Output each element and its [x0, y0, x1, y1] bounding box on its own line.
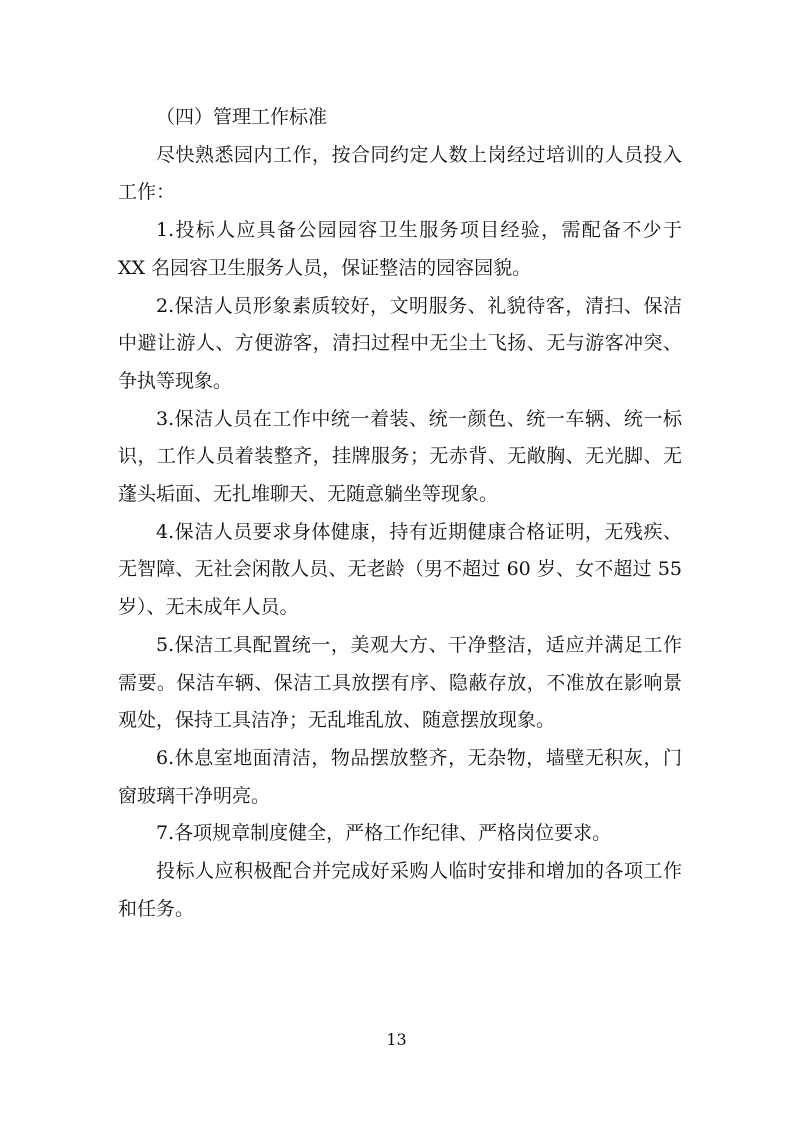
- section-heading: （四）管理工作标准: [156, 106, 328, 128]
- document-body: [118, 99, 682, 928]
- list-item: 2.保洁人员形象素质较好，文明服务、礼貌待客，清扫、保洁中避让游人、方便游客，清扫过程中无尘土飞扬、无与游客冲突、争执等现象。: [118, 294, 682, 392]
- closing-paragraph: 投标人应积极配合并完成好采购人临时安排和增加的各项工作和任务。: [118, 860, 682, 920]
- list-item: 3.保洁人员在工作中统一着装、统一颜色、统一车辆、统一标识，工作人员着装整齐，挂牌服务；无赤背、无敞胸、无光脚、无蓬头垢面、无扎堆聊天、无随意躺坐等现象。: [118, 407, 682, 506]
- intro-paragraph: 尽快熟悉园内工作，按合同约定人数上岗经过培训的人员投入工作：: [118, 143, 682, 204]
- page-number: 13: [386, 1030, 407, 1049]
- list-item: 4.保洁人员要求身体健康，持有近期健康合格证明，无残疾、无智障、无社会闲散人员、无老龄（男不超过 60 岁、女不超过 55 岁）、无未成年人员。: [118, 520, 682, 619]
- list-item: 7.各项规章制度健全，严格工作纪律、严格岗位要求。: [156, 822, 612, 845]
- list-item: 1.投标人应具备公园园容卫生服务项目经验，需配备不少于 XX 名园容卫生服务人员，保证整洁的园容园貌。: [118, 219, 682, 279]
- list-item: 6.休息室地面清洁，物品摆放整齐，无杂物，墙壁无积灰，门窗玻璃干净明亮。: [118, 746, 682, 807]
- list-item: 5.保洁工具配置统一，美观大方、干净整洁，适应并满足工作需要。保洁车辆、保洁工具放摆有序、隐蔽存放，不准放在影响景观处，保持工具洁净；无乱堆乱放、随意摆放现象。: [118, 633, 682, 732]
